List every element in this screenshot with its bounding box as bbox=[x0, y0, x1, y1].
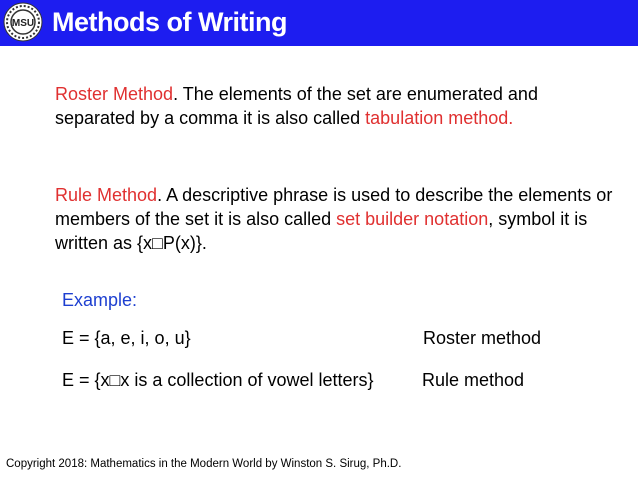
roster-paragraph bbox=[55, 82, 615, 130]
rule-example-method: Rule method bbox=[422, 370, 525, 390]
rule-description: . A descriptive phrase is used to describe the elements or members of the set it is also called bbox=[55, 185, 613, 229]
copyright-footer: Copyright 2018: Mathematics in the Modern World by Winston S. Sirug, Ph.D. bbox=[6, 458, 402, 470]
rule-paragraph bbox=[55, 183, 615, 255]
roster-method-term: Roster Method bbox=[55, 84, 174, 104]
title-bar bbox=[0, 0, 638, 46]
rule-example-glyph: □ bbox=[109, 370, 121, 390]
rule-symbol-text: , symbol it is written as {x bbox=[55, 209, 588, 253]
rule-example-start: E = {x bbox=[62, 370, 110, 390]
set-builder-term: set builder notation bbox=[336, 209, 489, 229]
rule-method-term: Rule Method bbox=[55, 185, 158, 205]
example-label: Example: bbox=[62, 290, 138, 310]
rule-example-expr bbox=[62, 369, 374, 391]
roster-example-method: Roster method bbox=[423, 328, 542, 348]
such-that-glyph: □ bbox=[152, 233, 163, 253]
page-title: Methods of Writing bbox=[52, 7, 287, 37]
rule-symbol-end: P(x)}. bbox=[162, 233, 207, 253]
svg-text:MSU: MSU bbox=[11, 18, 35, 29]
roster-description: . The elements of the set are enumerated and separated by a comma it is also called bbox=[55, 84, 538, 128]
roster-example-expr: E = {a, e, i, o, u} bbox=[62, 328, 191, 348]
rule-example-end: x is a collection of vowel letters} bbox=[120, 370, 374, 390]
tabulation-term: tabulation method. bbox=[365, 108, 514, 128]
university-logo-icon bbox=[3, 2, 43, 42]
